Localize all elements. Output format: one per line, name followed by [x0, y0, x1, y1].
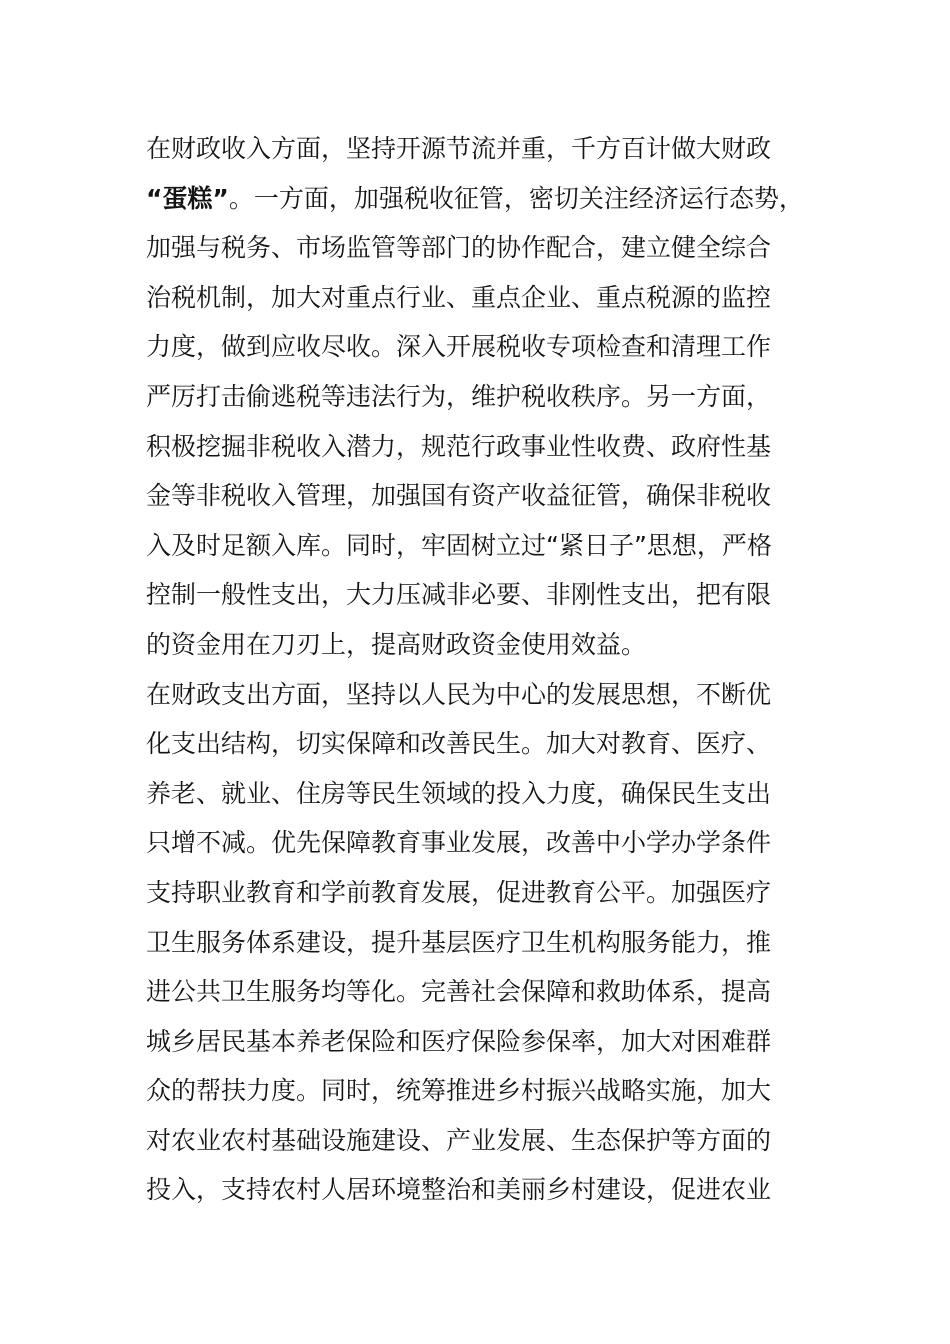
text-line: “蛋糕”。一方面，加强税收征管，密切关注经济运行态势， — [146, 183, 804, 213]
paragraph-fiscal-expenditure — [146, 670, 846, 1216]
text-line: 支持职业教育和学前教育发展，促进教育公平。加强医疗 — [146, 877, 772, 907]
text-line: 在财政支出方面，坚持以人民为中心的发展思想，不断优 — [146, 679, 772, 709]
text-line: 力度，做到应收尽收。深入开展税收专项检查和清理工作 — [146, 332, 772, 362]
text-line: 控制一般性支出，大力压减非必要、非刚性支出，把有限 — [146, 580, 772, 610]
text-line: 对农业农村基础设施建设、产业发展、生态保护等方面的 — [146, 1125, 772, 1155]
text-line: 加强与税务、市场监管等部门的协作配合，建立健全综合 — [146, 233, 772, 263]
emphasized-term: “蛋糕” — [146, 183, 229, 213]
text-line: 治税机制，加大对重点行业、重点企业、重点税源的监控 — [146, 282, 772, 312]
document-body — [146, 124, 846, 1215]
text-line: 金等非税收入管理，加强国有资产收益征管，确保非税收 — [146, 481, 772, 511]
text-line: 养老、就业、住房等民生领域的投入力度，确保民生支出 — [146, 778, 772, 808]
text-line: 卫生服务体系建设，提升基层医疗卫生机构服务能力，推 — [146, 927, 772, 957]
text-line: 严厉打击偷逃税等违法行为，维护税收秩序。另一方面， — [146, 381, 772, 411]
text-line: 积极挖掘非税收入潜力，规范行政事业性收费、政府性基 — [146, 431, 772, 461]
text-line: 投入，支持农村人居环境整治和美丽乡村建设，促进农业 — [146, 1175, 772, 1205]
text-line: 在财政收入方面，坚持开源节流并重，千方百计做大财政 — [146, 134, 772, 163]
text-line: 化支出结构，切实保障和改善民生。加大对教育、医疗、 — [146, 729, 772, 759]
text-line: 城乡居民基本养老保险和医疗保险参保率，加大对困难群 — [146, 1026, 772, 1056]
text-line: 进公共卫生服务均等化。完善社会保障和救助体系，提高 — [146, 977, 772, 1007]
text-line: 入及时足额入库。同时，牢固树立过“紧日子”思想，严格 — [146, 530, 772, 560]
text-line: 只增不减。优先保障教育事业发展，改善中小学办学条件 — [146, 828, 772, 858]
paragraph-fiscal-revenue — [146, 124, 846, 670]
text-line: 的资金用在刀刃上，提高财政资金使用效益。 — [146, 629, 647, 659]
text-line: 众的帮扶力度。同时，统筹推进乡村振兴战略实施，加大 — [146, 1076, 772, 1106]
